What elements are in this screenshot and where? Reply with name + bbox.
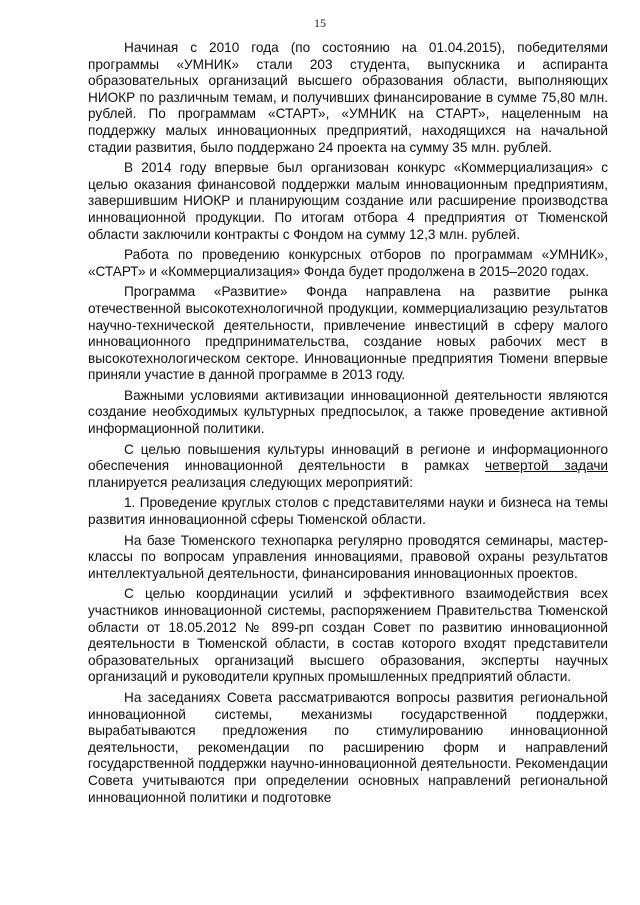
paragraph-commercialization-contest: В 2014 году впервые был организован конкурс «Коммерциализация» с целью оказания финансовой поддержки малым инновационным предприятиям, завершившим НИОКР и планирующим создание или расширение производства инновационной продукции. По итогам отбора 4 предприятия от Тюменской области заключили контракты с Фондом на сумму 12,3 млн. рублей.	[88, 160, 608, 242]
page-number: 15	[314, 16, 326, 30]
paragraph-contest-continuation: Работа по проведению конкурсных отборов по программам «УМНИК», «СТАРТ» и «Коммерциализация» Фонда будет продолжена в 2015–2020 годах.	[88, 247, 608, 279]
fourth-task-text-before: С целью повышения культуры инноваций в регионе и информационного обеспечения инновационной деятельности в рамках	[88, 441, 608, 474]
fourth-task-underlined: четвертой задачи	[485, 458, 609, 474]
paragraph-technopark-seminars: На базе Тюменского технопарка регулярно проводятся семинары, мастер-классы по вопросам управления инновациями, правовой охраны результатов интеллектуальной деятельности, финансирования инновационных проектов.	[88, 532, 608, 581]
paragraph-umnik-results: Начиная с 2010 года (по состоянию на 01.04.2015), победителями программы «УМНИК» стали 203 студента, выпускника и аспиранта образовательных организаций высшего образования области, выполняющих НИОКР по различным темам, и получивших финансирование в сумме 75,80 млн. рублей. По программам «СТАРТ», «УМНИК на СТАРТ», нацеленным на поддержку малых инновационных предприятий, находящихся на начальной стадии развития, было поддержано 24 проекта на сумму 35 млн. рублей.	[88, 40, 608, 155]
fourth-task-text-after: планируется реализация следующих мероприятий:	[88, 474, 413, 490]
document-body	[88, 40, 608, 810]
paragraph-development-program: Программа «Развитие» Фонда направлена на развитие рынка отечественной высокотехнологичной продукции, коммерциализацию результатов научно-технической деятельности, привлечение инвестиций в сферу малого инновационного предпринимательства, создание новых рабочих мест в высокотехнологическом секторе. Инновационные предприятия Тюмени впервые приняли участие в данной программе в 2013 году.	[88, 284, 608, 383]
paragraph-council-meetings: На заседаниях Совета рассматриваются вопросы развития региональной инновационной системы, механизмы государственной поддержки, вырабатываются предложения по стимулированию инновационной деятельности, рекомендации по расширению форм и направлений государственной поддержки научно-инновационной деятельности. Рекомендации Совета учитываются при определении основных направлений региональной инновационной политики и подготовке	[88, 689, 608, 805]
list-item-round-tables: 1. Проведение круглых столов с представителями науки и бизнеса на темы развития инновационной сферы Тюменской области.	[88, 495, 608, 528]
paragraph-important-conditions: Важными условиями активизации инновационной деятельности являются создание необходимых культурных предпосылок, а также проведение активной информационной политики.	[88, 387, 608, 437]
paragraph-fourth-task	[88, 442, 608, 492]
paragraph-innovation-council: С целью координации усилий и эффективного взаимодействия всех участников инновационной системы, распоряжением Правительства Тюменской области от 18.05.2012 № 899-рп создан Совет по развитию инновационной деятельности в Тюменской области, в состав которого входят представители образовательных организаций высшего образования, эксперты научных организаций и руководители крупных промышленных предприятий области.	[88, 586, 608, 685]
